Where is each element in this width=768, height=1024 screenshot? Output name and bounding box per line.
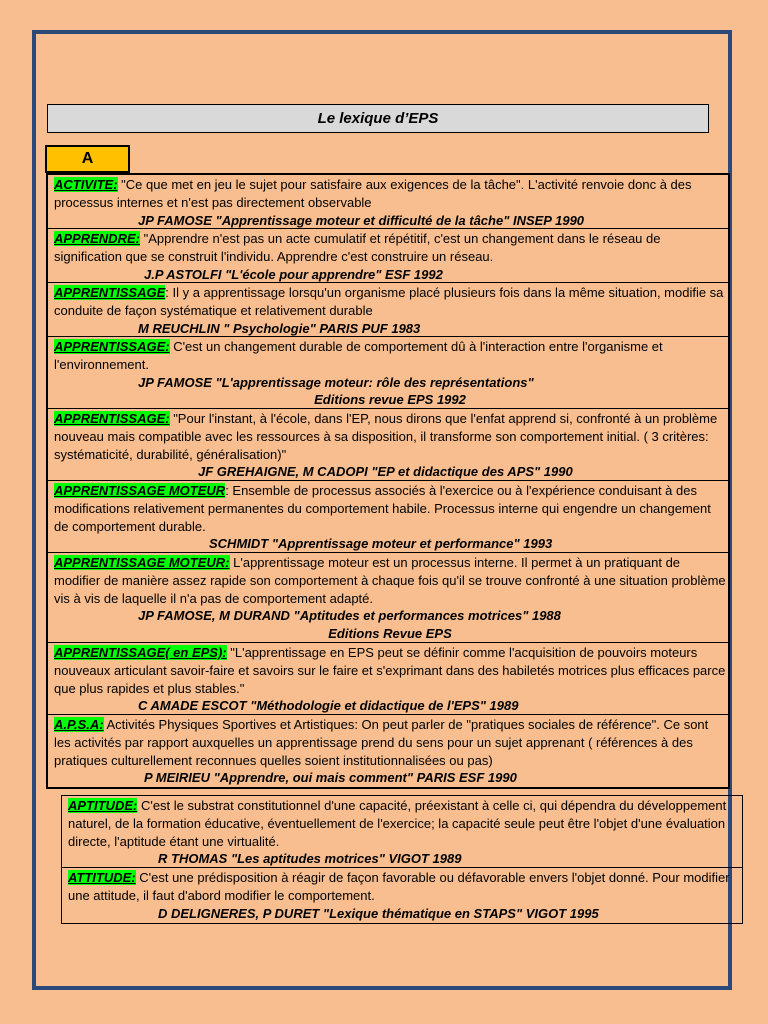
entry-definition: C'est une prédisposition à réagir de façon favorable ou défavorable envers l'objet donné. Pour modifier une attitude, il faut d'abord modifier le comportement. (68, 870, 730, 903)
lexicon-entry (48, 481, 728, 553)
entry-source: P MEIRIEU "Apprendre, oui mais comment" PARIS ESF 1990 (144, 770, 517, 786)
entry-source: C AMADE ESCOT "Méthodologie et didactique de l'EPS" 1989 (138, 698, 519, 714)
entry-term: APPRENTISSAGE (54, 285, 166, 300)
lexicon-entry (48, 175, 728, 229)
entry-definition: : Ensemble de processus associés à l'exercice ou à l'expérience conduisant à des modifications relativement permanentes du comportement habile. Processus interne qui engendre un changement de comportement durable. (54, 483, 711, 534)
lexicon-entry (48, 715, 728, 789)
entry-definition: "Pour l'instant, à l'école, dans l'EP, nous dirons que l'enfat apprend si, confronté à un problème nouveau mais compatible avec les ressources à sa disposition, il transforme son comportement initial. ( 3 critères: systématicité, durabilité, généralisation)" (54, 411, 718, 462)
lexicon-entry (48, 229, 728, 283)
letter-section-tab: A (45, 145, 130, 173)
entry-term: APPRENTISSAGE MOTEUR: (54, 555, 230, 570)
entry-definition: "L'apprentissage en EPS peut se définir comme l'acquisition de pouvoirs moteurs nouveaux articulant savoir-faire et savoirs sur le faire et s'exprimant dans des habiletés motrices plus efficaces parce que plus rapides et plus stables." (54, 645, 726, 696)
lexicon-entry (48, 337, 728, 409)
lexicon-entry (48, 643, 728, 715)
page-title: Le lexique d’EPS (47, 104, 709, 133)
lexicon-entry (62, 868, 742, 923)
entry-term: APPRENTISSAGE( en EPS): (54, 645, 227, 660)
entry-term: APPRENDRE: (54, 231, 140, 246)
entry-definition: L'apprentissage moteur est un processus interne. Il permet à un pratiquant de modifier de manière assez rapide son comportement à chaque fois qu'il se trouve confronté à une situation problème vis à vis de laquelle il n'a pas de comportement adapté. (54, 555, 726, 606)
entry-source: D DELIGNERES, P DURET "Lexique thématique en STAPS" VIGOT 1995 (158, 905, 599, 921)
entry-source: JP FAMOSE "Apprentissage moteur et difficulté de la tâche" INSEP 1990 (138, 212, 585, 228)
entry-source: JP FAMOSE, M DURAND "Aptitudes et performances motrices" 1988 (138, 608, 561, 624)
entry-term: ACTIVITE: (54, 177, 118, 192)
entry-source: R THOMAS "Les aptitudes motrices" VIGOT 1989 (158, 851, 462, 867)
entry-term: A.P.S.A: (54, 717, 104, 732)
lexicon-table-a (46, 173, 730, 789)
entry-term: APPRENTISSAGE: (54, 411, 170, 426)
lexicon-entry (48, 553, 728, 643)
entry-source: JP FAMOSE "L'apprentissage moteur: rôle des représentations" (138, 374, 534, 390)
entry-source: Editions Revue EPS (328, 626, 452, 642)
entry-source: Editions revue EPS 1992 (314, 392, 466, 408)
lexicon-entry (48, 283, 728, 337)
entry-source: J.P ASTOLFI "L'école pour apprendre" ESF 1992 (144, 266, 443, 282)
entry-term: APPRENTISSAGE: (54, 339, 170, 354)
entry-source: JF GREHAIGNE, M CADOPI "EP et didactique des APS" 1990 (198, 464, 573, 480)
lexicon-entry (62, 796, 742, 868)
entry-term: APTITUDE: (68, 798, 138, 813)
entry-definition: C'est le substrat constitutionnel d'une capacité, préexistant à celle ci, qui dépendra du développement naturel, de la formation éducative, éventuellement de l'exercice; la capacité seule peut être l'objet d'une évaluation directe, l'aptitude étant une virtualité. (68, 798, 727, 849)
entry-source: SCHMIDT "Apprentissage moteur et performance" 1993 (209, 536, 553, 552)
entry-definition: "Apprendre n'est pas un acte cumulatif et répétitif, c'est un changement dans le réseau de signification que se construit l'individu. Apprendre c'est construire un réseau. (54, 231, 661, 264)
entry-source: M REUCHLIN " Psychologie" PARIS PUF 1983 (138, 320, 421, 336)
lexicon-table-b (61, 795, 743, 924)
entry-term: ATTITUDE: (68, 870, 136, 885)
lexicon-entry (48, 409, 728, 481)
entry-definition: Activités Physiques Sportives et Artistiques: On peut parler de "pratiques sociales de référence". Ce sont les activités par rapport auxquelles un apprentissage prend du sens pour un sujet apprenant ( références à des pratiques culturellement reconnues quelles soient institutionnalisées ou pas) (54, 717, 709, 768)
entry-term: APPRENTISSAGE MOTEUR (54, 483, 226, 498)
entry-definition: C'est un changement durable de comportement dû à l'interaction entre l'organisme et l'environnement. (54, 339, 663, 372)
entry-definition: "Ce que met en jeu le sujet pour satisfaire aux exigences de la tâche". L'activité renvoie donc à des processus internes et n'est pas directement observable (54, 177, 692, 210)
entry-definition: : Il y a apprentissage lorsqu'un organisme placé plusieurs fois dans la même situation, modifie sa conduite de façon systématique et relativement durable (54, 285, 724, 318)
